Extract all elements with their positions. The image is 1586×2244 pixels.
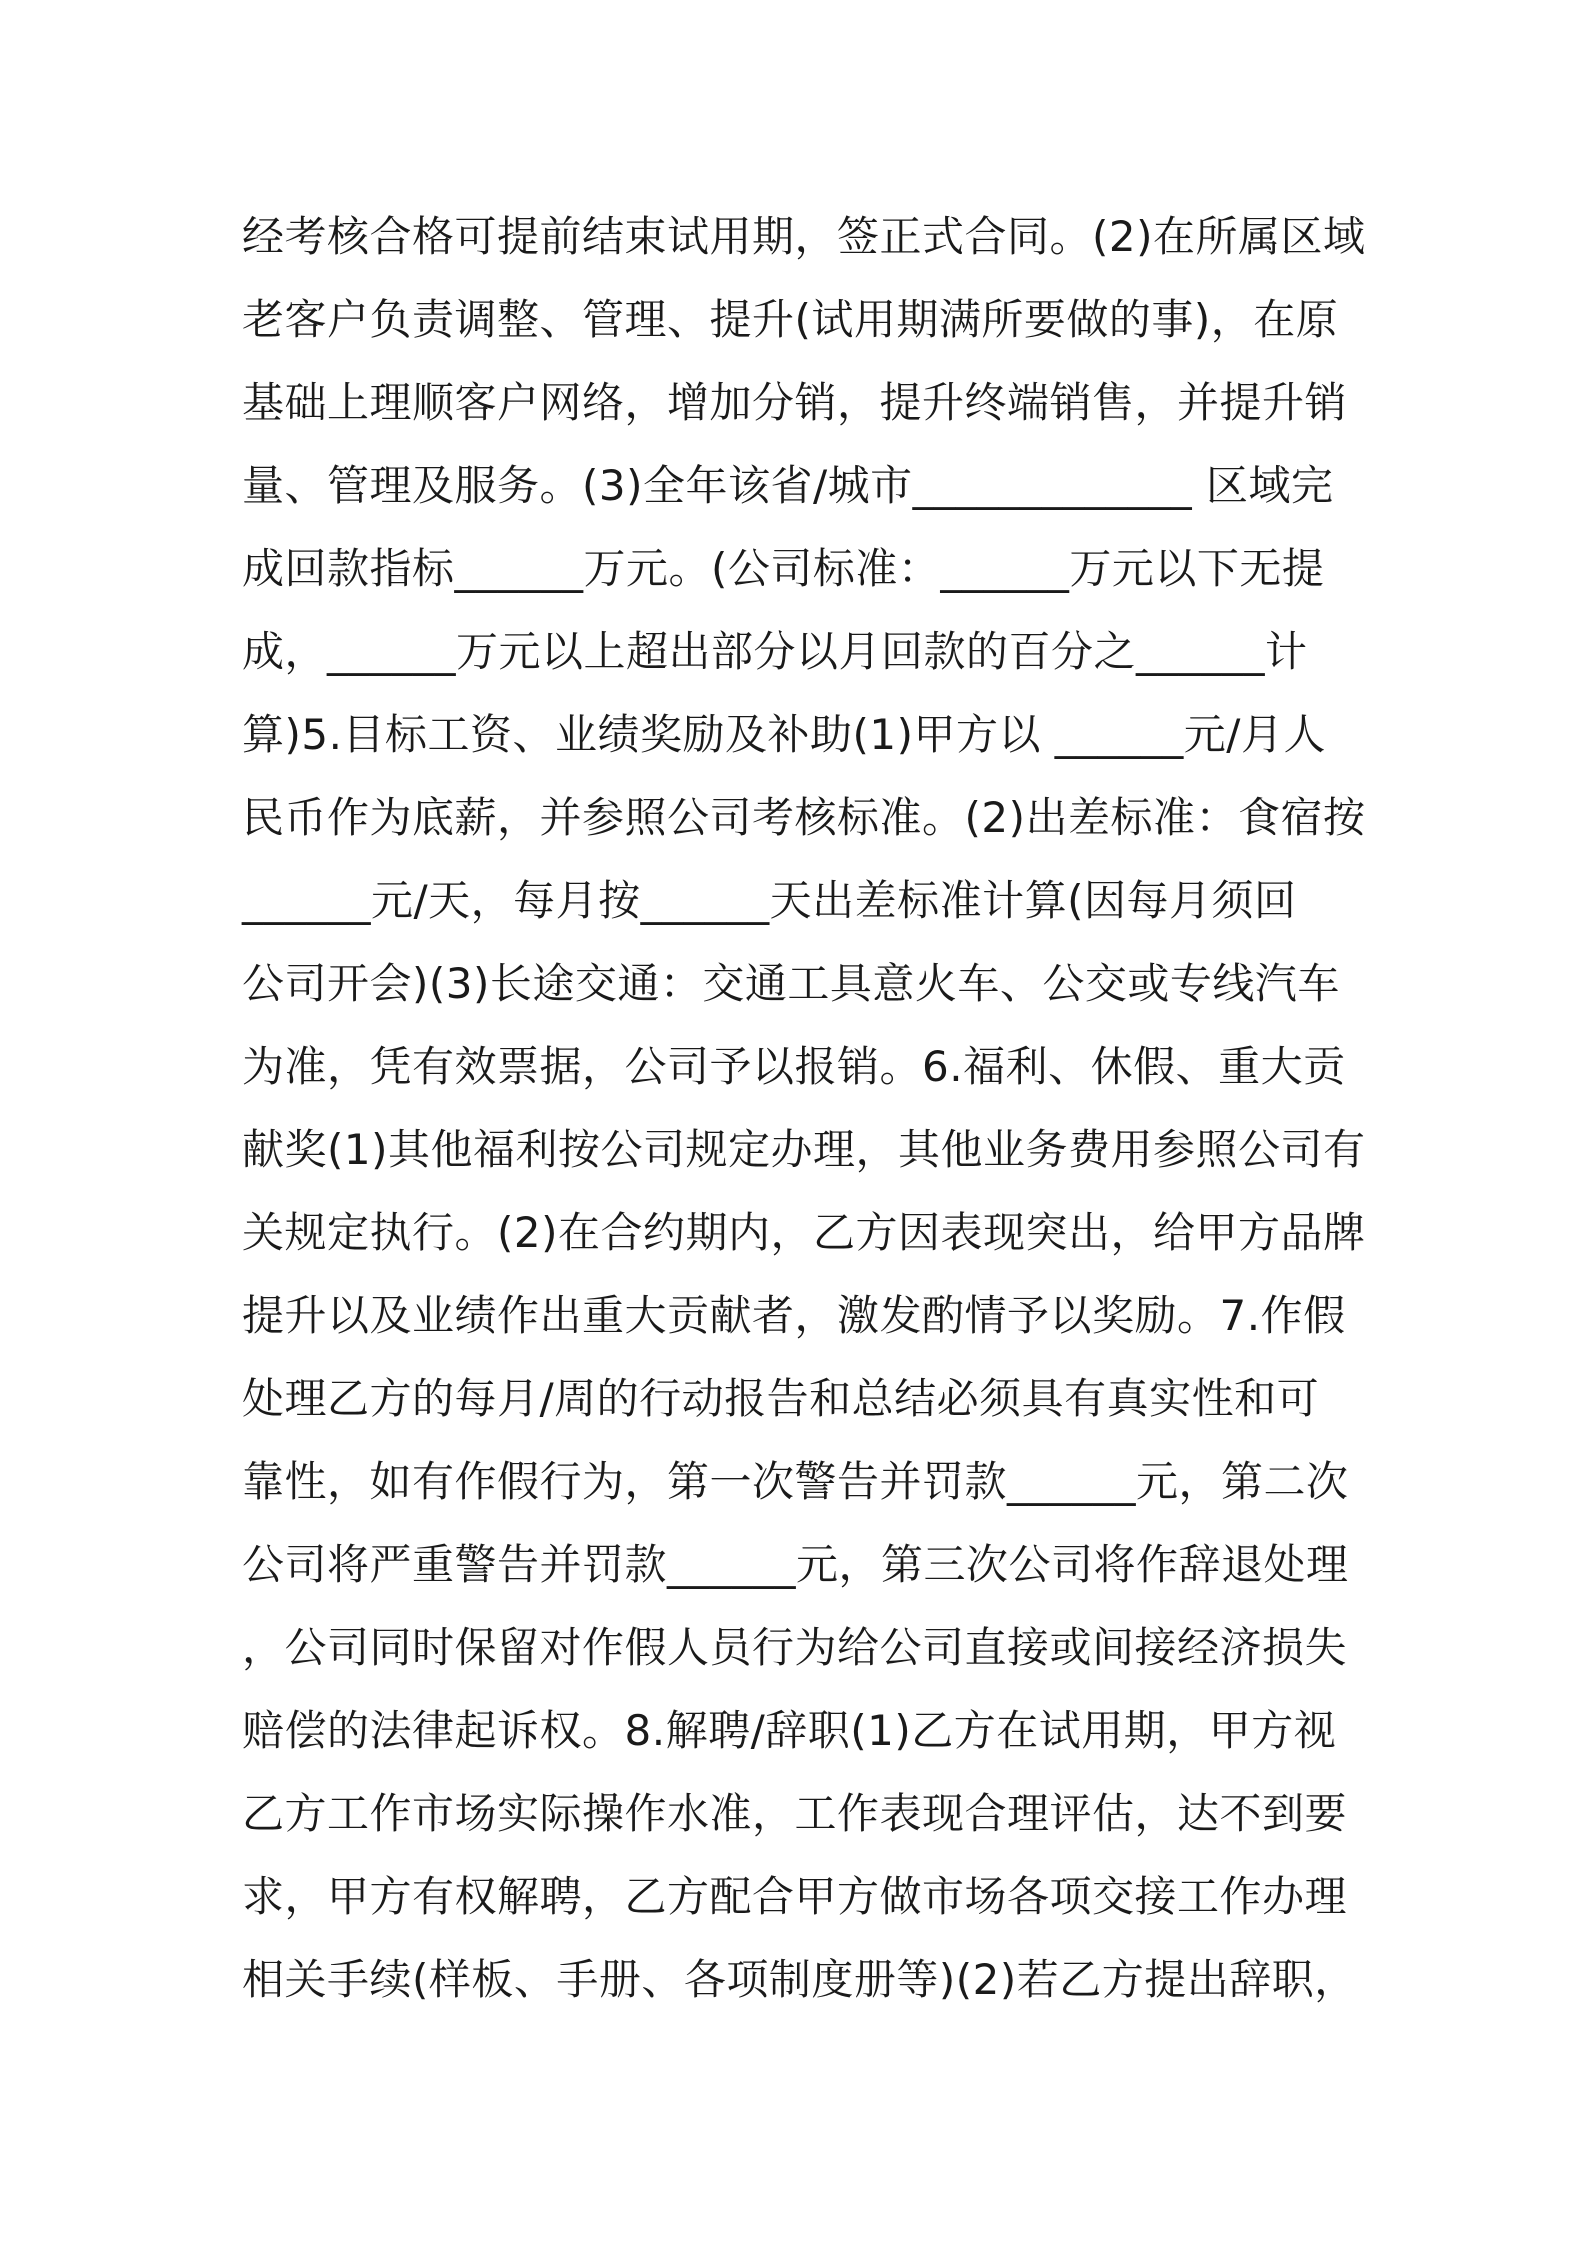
contract-text-block: [242, 195, 1366, 2021]
text-line: 经考核合格可提前结束试用期，签正式合同。(2)在所属区域: [242, 212, 1366, 261]
text-line: 献奖(1)其他福利按公司规定办理，其他业务费用参照公司有: [242, 1125, 1366, 1174]
text-line: 为准，凭有效票据，公司予以报销。6.福利、休假、重大贡: [242, 1042, 1346, 1091]
text-line: 成回款指标______万元。(公司标准：______万元以下无提: [242, 544, 1325, 593]
text-line: ______元/天，每月按______天出差标准计算(因每月须回: [242, 876, 1297, 925]
text-line: 求，甲方有权解聘，乙方配合甲方做市场各项交接工作办理: [242, 1872, 1348, 1921]
text-line: 公司开会)(3)长途交通：交通工具意火车、公交或专线汽车: [242, 959, 1340, 1008]
text-line: 算)5.目标工资、业绩奖励及补助(1)甲方以 ______元/月人: [242, 710, 1326, 759]
text-line: 成，______万元以上超出部分以月回款的百分之______计: [242, 627, 1308, 676]
text-line: 老客户负责调整、管理、提升(试用期满所要做的事)，在原: [242, 295, 1339, 344]
text-line: 相关手续(样板、手册、各项制度册等)(2)若乙方提出辞职，: [242, 1955, 1357, 2004]
text-line: 提升以及业绩作出重大贡献者，激发酌情予以奖励。7.作假: [242, 1291, 1346, 1340]
text-line: 民币作为底薪，并参照公司考核标准。(2)出差标准：食宿按: [242, 793, 1366, 842]
text-line: 关规定执行。(2)在合约期内，乙方因表现突出，给甲方品牌: [242, 1208, 1366, 1257]
text-line: 乙方工作市场实际操作水准，工作表现合理评估，达不到要: [242, 1789, 1348, 1838]
text-line: 基础上理顺客户网络，增加分销，提升终端销售，并提升销: [242, 378, 1348, 427]
text-line: 量、管理及服务。(3)全年该省/城市_____________ 区域完: [242, 461, 1334, 510]
text-line: 处理乙方的每月/周的行动报告和总结必须具有真实性和可: [242, 1374, 1320, 1423]
text-line: 公司将严重警告并罚款______元，第三次公司将作辞退处理: [242, 1540, 1349, 1589]
text-line: ，公司同时保留对作假人员行为给公司直接或间接经济损失: [242, 1623, 1348, 1672]
text-line: 赔偿的法律起诉权。8.解聘/辞职(1)乙方在试用期，甲方视: [242, 1706, 1337, 1755]
text-line: 靠性，如有作假行为，第一次警告并罚款______元，第二次: [242, 1457, 1349, 1506]
